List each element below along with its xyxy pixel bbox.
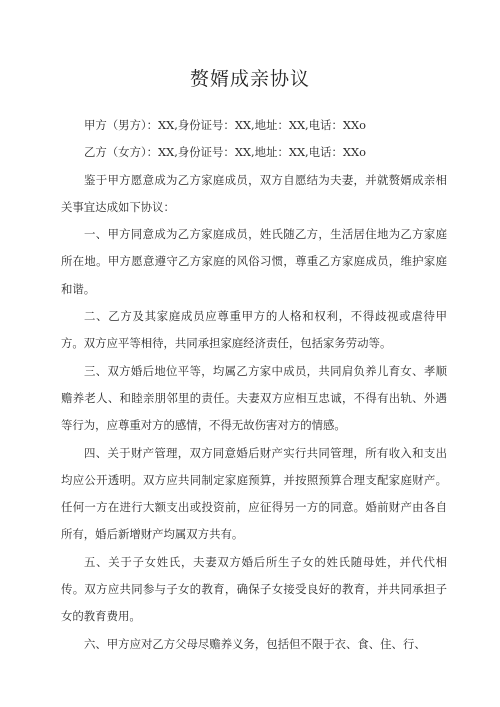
clause-4-paragraph: 四、关于财产管理，双方同意婚后财产实行共同管理，所有收入和支出均应公开透明。双方应共同制定家庭预算，并按照预算合理支配家庭财产。任何一方在进行大额支出或投资前，应征得另一方的同意。婚前财产由各自所有，婚后新增财产均属双方共有。 (61, 445, 447, 542)
party-b-line: 乙方（女方）：XX,身份证号：XX,地址：XX,电话：XXo (84, 145, 366, 160)
party-a-line: 甲方（男方）：XX,身份证号：XX,地址：XX,电话：XXo (84, 118, 366, 132)
preamble-paragraph: 鉴于甲方愿意成为乙方家庭成员，双方自愿结为夫妻，并就赘婿成亲相关事宜达成如下协议： (61, 172, 447, 214)
document-title: 赘婿成亲协议 (189, 68, 310, 90)
clause-3-paragraph: 三、双方婚后地位平等，均属乙方家中成员，共同肩负养儿育女、孝顺赡养老人、和睦亲朋邻里的责任。夫妻双方应相互忠诚，不得有出轨、外遇等行为，应尊重对方的感情，不得无故伤害对方的情感。 (61, 363, 447, 433)
document-body (61, 112, 447, 658)
clause-1-paragraph: 一、甲方同意成为乙方家庭成员，姓氏随乙方，生活居住地为乙方家庭所在地。甲方愿意遵守乙方家庭的风俗习惯，尊重乙方家庭成员，维护家庭和谐。 (61, 227, 447, 296)
clause-2-paragraph: 二、乙方及其家庭成员应尊重甲方的人格和权利，不得歧视或虐待甲方。双方应平等相待，共同承担家庭经济责任，包括家务劳动等。 (61, 309, 447, 351)
clause-6-paragraph: 六、甲方应对乙方父母尽赡养义务，包括但不限于衣、食、住、行、 (84, 636, 426, 651)
clause-5-paragraph: 五、关于子女姓氏，夫妻双方婚后所生子女的姓氏随母姓，并代代相传。双方应共同参与子女的教育，确保子女接受良好的教育，并共同承担子女的教育费用。 (61, 554, 447, 624)
